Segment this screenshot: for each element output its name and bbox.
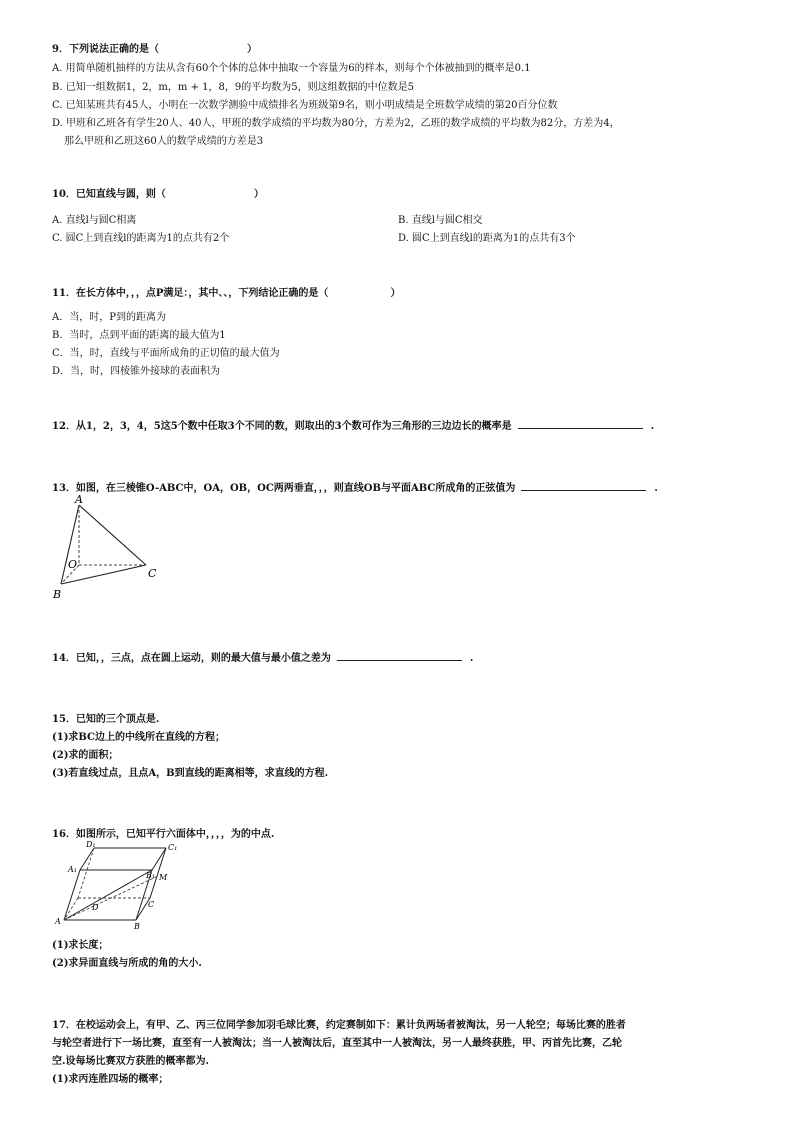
q17-part-1: (1)求丙连胜四场的概率； xyxy=(52,1074,169,1085)
label-o: O xyxy=(68,558,78,571)
q13-answer-blank[interactable] xyxy=(521,481,646,491)
q13-stem: 13．如图，在三棱锥O-ABC中，OA，OB，OC两两垂直，，，则直线OB与平面ABC所成角的正弦值为 . xyxy=(52,483,658,494)
q9-option-b: B. 已知一组数据1，2，m，m + 1，8，9的平均数为5，则这组数据的中位数是5 xyxy=(52,82,414,93)
q9-option-d-continued: 那么甲班和乙班这60人的数学成绩的方差是3 xyxy=(64,136,264,147)
q10-option-a: A. 直线l与圆C相离 xyxy=(52,215,137,226)
q9-option-c: C. 已知某班共有45人，小明在一次数学测验中成绩排名为班级第9名，则小明成绩是全班数学成绩的第20百分位数 xyxy=(52,100,558,111)
q11-option-c: C．当，时，直线与平面所成角的正切值的最大值为 xyxy=(52,348,280,359)
q16-stem: 16．如图所示，已知平行六面体中，，，，为的中点. xyxy=(52,829,275,840)
q15-stem: 15．已知的三个顶点是. xyxy=(52,714,160,725)
q16-part-1: (1)求长度； xyxy=(52,940,109,951)
q11-option-d: D．当，时，四棱锥外接球的表面积为 xyxy=(52,366,221,377)
q17-stem-line-2: 与轮空者进行下一场比赛，直至有一人被淘汰；当一人被淘汰后，直至其中一人被淘汰，另一人最终获胜，甲、丙首先比赛，乙轮 xyxy=(52,1038,622,1049)
q11-option-a: A．当，时，P到的距离为 xyxy=(52,312,166,323)
q11-option-b: B．当时，点到平面的距离的最大值为1 xyxy=(52,330,226,341)
q12-answer-blank[interactable] xyxy=(518,419,643,429)
q9-option-a: A. 用简单随机抽样的方法从含有60个个体的总体中抽取一个容量为6的样本，则每个个体被抽到的概率是0.1 xyxy=(52,63,531,74)
edge-ab xyxy=(61,505,79,584)
label-c1: C₁ xyxy=(168,843,178,852)
q15-part-2: (2)求的面积； xyxy=(52,750,119,761)
q16-parallelepiped-figure xyxy=(52,838,192,930)
label-a: A xyxy=(75,493,83,506)
q9-option-d: D. 甲班和乙班各有学生20人、40人，甲班的数学成绩的平均数为80分，方差为2，乙班的数学成绩的平均数为82分，方差为4， xyxy=(52,118,620,129)
q10-option-d: D. 圆C上到直线l的距离为1的点共有3个 xyxy=(398,233,576,244)
q10-stem: 10．已知直线与圆，则（ ） xyxy=(52,189,264,200)
q14-stem: 14．已知，，三点，点在圆上运动，则的最大值与最小值之差为 . xyxy=(52,653,474,664)
label-b1: B₁ xyxy=(146,871,156,880)
label-d1: D₁ xyxy=(86,840,96,849)
q15-part-3: (3)若直线过点，且点A，B到直线的距离相等，求直线的方程. xyxy=(52,768,329,779)
label-b: B xyxy=(134,922,140,930)
q12-stem: 12．从1，2，3，4，5这5个数中任取3个不同的数，则取出的3个数可作为三角形的三边边长的概率是 . xyxy=(52,421,655,432)
label-a1: A₁ xyxy=(68,865,77,874)
q15-part-1: (1)求BC边上的中线所在直线的方程； xyxy=(52,732,226,743)
q10-option-c: C. 圆C上到直线l的距离为1的点共有2个 xyxy=(52,233,230,244)
q17-stem-line-3: 空.设每场比赛双方获胜的概率都为. xyxy=(52,1056,209,1067)
edge-ac xyxy=(79,505,146,565)
q9-stem: 9．下列说法正确的是（ ） xyxy=(52,44,257,55)
label-m: M xyxy=(159,873,168,882)
label-c: C xyxy=(148,567,157,580)
q17-stem-line-1: 17．在校运动会上，有甲、乙、丙三位同学参加羽毛球比赛，约定赛制如下：累计负两场者被淘汰，另一人轮空；每场比赛的胜者 xyxy=(52,1020,626,1031)
q13-tetrahedron-figure xyxy=(48,492,168,602)
q11-stem: 11．在长方体中，，，点P满足：，其中、、，下列结论正确的是（ ） xyxy=(52,288,401,299)
label-d: D xyxy=(92,903,99,912)
label-a: A xyxy=(55,917,61,926)
q14-answer-blank[interactable] xyxy=(337,651,462,661)
q16-part-2: (2)求异面直线与所成的角的大小. xyxy=(52,958,202,969)
label-c: C xyxy=(148,900,155,909)
q10-option-b: B. 直线l与圆C相交 xyxy=(398,215,483,226)
label-b: B xyxy=(53,588,62,601)
